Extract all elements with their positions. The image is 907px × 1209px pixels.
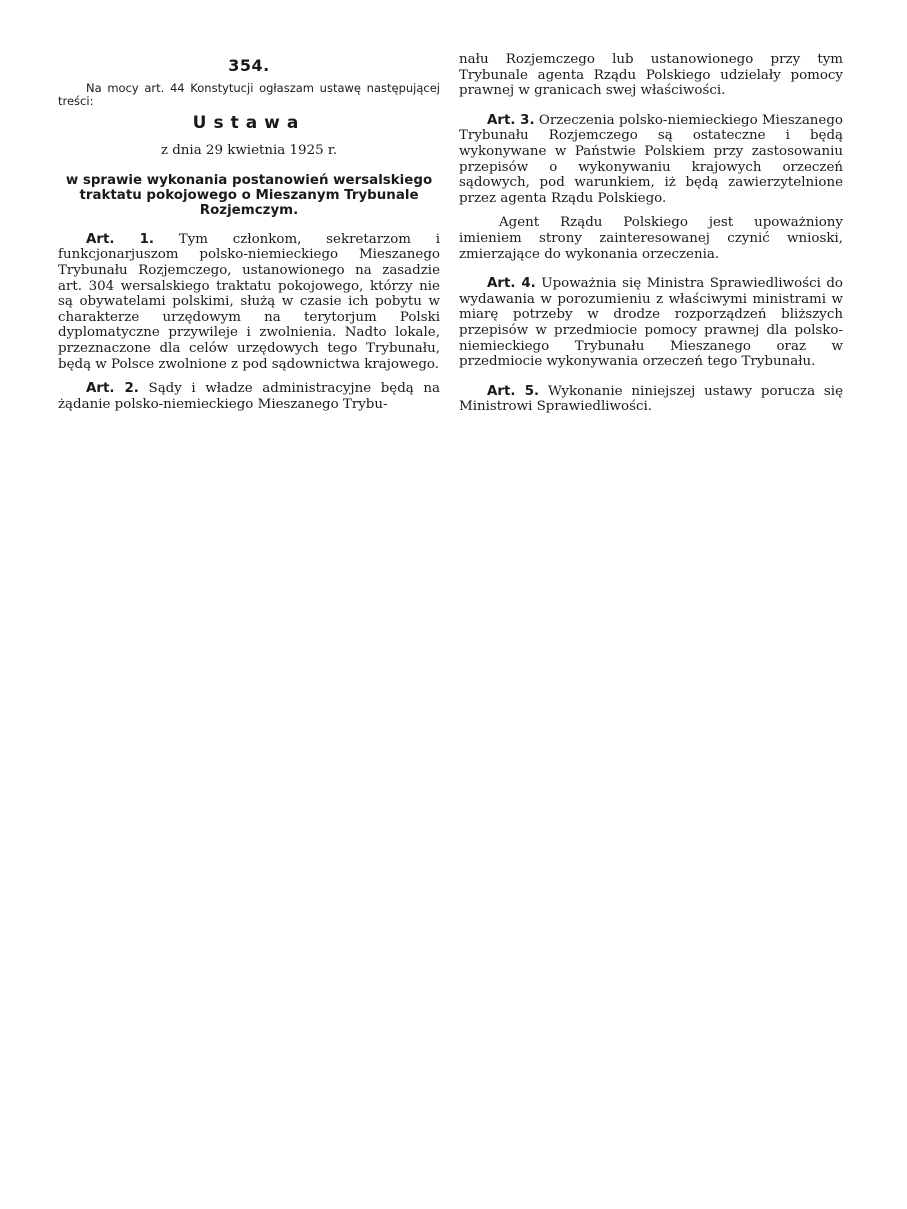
article-5-text: Wykonanie niniejszej ustawy porucza się Ministrowi Sprawiedliwości. bbox=[459, 383, 843, 415]
article-4-label: Art. 4. bbox=[487, 276, 536, 292]
left-column bbox=[58, 52, 440, 421]
article-3-text-2: Agent Rządu Polskiego jest upoważniony imieniem strony zainteresowanej czynić wnioski, zmierzające do wykonania orzeczenia. bbox=[459, 215, 843, 262]
article-4 bbox=[459, 276, 843, 370]
article-2-text-right: nału Rozjemczego lub ustanowionego przy tym Trybunale agenta Rządu Polskiego udzielały pomocy prawnej w granicach swej właściwości. bbox=[459, 52, 843, 99]
article-1 bbox=[58, 232, 440, 372]
promulgation-intro: Na mocy art. 44 Konstytucji ogłaszam ustawę następującej treści: bbox=[58, 80, 440, 108]
law-subject: w sprawie wykonania postanowień wersalskiego traktatu pokojowego o Mieszanym Trybunale Rozjemczym. bbox=[65, 172, 433, 218]
right-column bbox=[459, 52, 843, 424]
article-3 bbox=[459, 113, 843, 207]
article-2-label: Art. 2. bbox=[86, 381, 139, 397]
article-4-text: Upoważnia się Ministra Sprawiedliwości do wydawania w porozumieniu z właściwymi ministrami w miarę potrzeby w drodze rozporządzeń bliższych przepisów w przedmiocie pomocy prawnej dla polsko-niemieckiego Trybunału Mieszanego oraz w przedmiocie wykonywania orzeczeń tego Trybunału. bbox=[459, 276, 843, 370]
article-2-text-left: Sądy i władze administracyjne będą na żądanie polsko-niemieckiego Mieszanego Trybu- bbox=[58, 381, 441, 412]
article-2-part-2 bbox=[459, 52, 843, 99]
act-number: 354. bbox=[228, 56, 270, 75]
law-title: Ustawa bbox=[192, 112, 306, 133]
article-5 bbox=[459, 384, 843, 415]
article-1-text: Tym członkom, sekretarzom i funkcjonarjuszom polsko-niemieckiego Mieszanego Trybunału Rozjemczego, ustanowionego na zasadzie art. 304 wersalskiego traktatu pokojowego, którzy nie są obywatelami polskimi, służą w czasie ich pobytu w charakterze urzędowym na terytorjum Polski dyplomatyczne przywileje i zwolnienia. Nadto lokale, przeznaczone dla celów urzędowych tego Trybunału, będą w Polsce zwolnione z pod sądownictwa krajowego. bbox=[58, 231, 440, 372]
article-3-paragraph-2 bbox=[459, 215, 843, 262]
article-5-label: Art. 5. bbox=[487, 383, 540, 399]
article-3-label: Art. 3. bbox=[487, 112, 535, 128]
article-1-label: Art. 1. bbox=[86, 231, 155, 247]
law-date: z dnia 29 kwietnia 1925 r. bbox=[160, 143, 338, 159]
article-2-part-1 bbox=[58, 381, 440, 412]
article-3-text: Orzeczenia polsko-niemieckiego Mieszanego Trybunału Rozjemczego są ostateczne i będą wykonywane w Państwie Polskiem przy zastosowaniu przepisów o wykonywaniu krajowych orzeczeń sądowych, pod warunkiem, iż będą zawierzytelnione przez agenta Rządu Polskiego. bbox=[459, 112, 843, 206]
